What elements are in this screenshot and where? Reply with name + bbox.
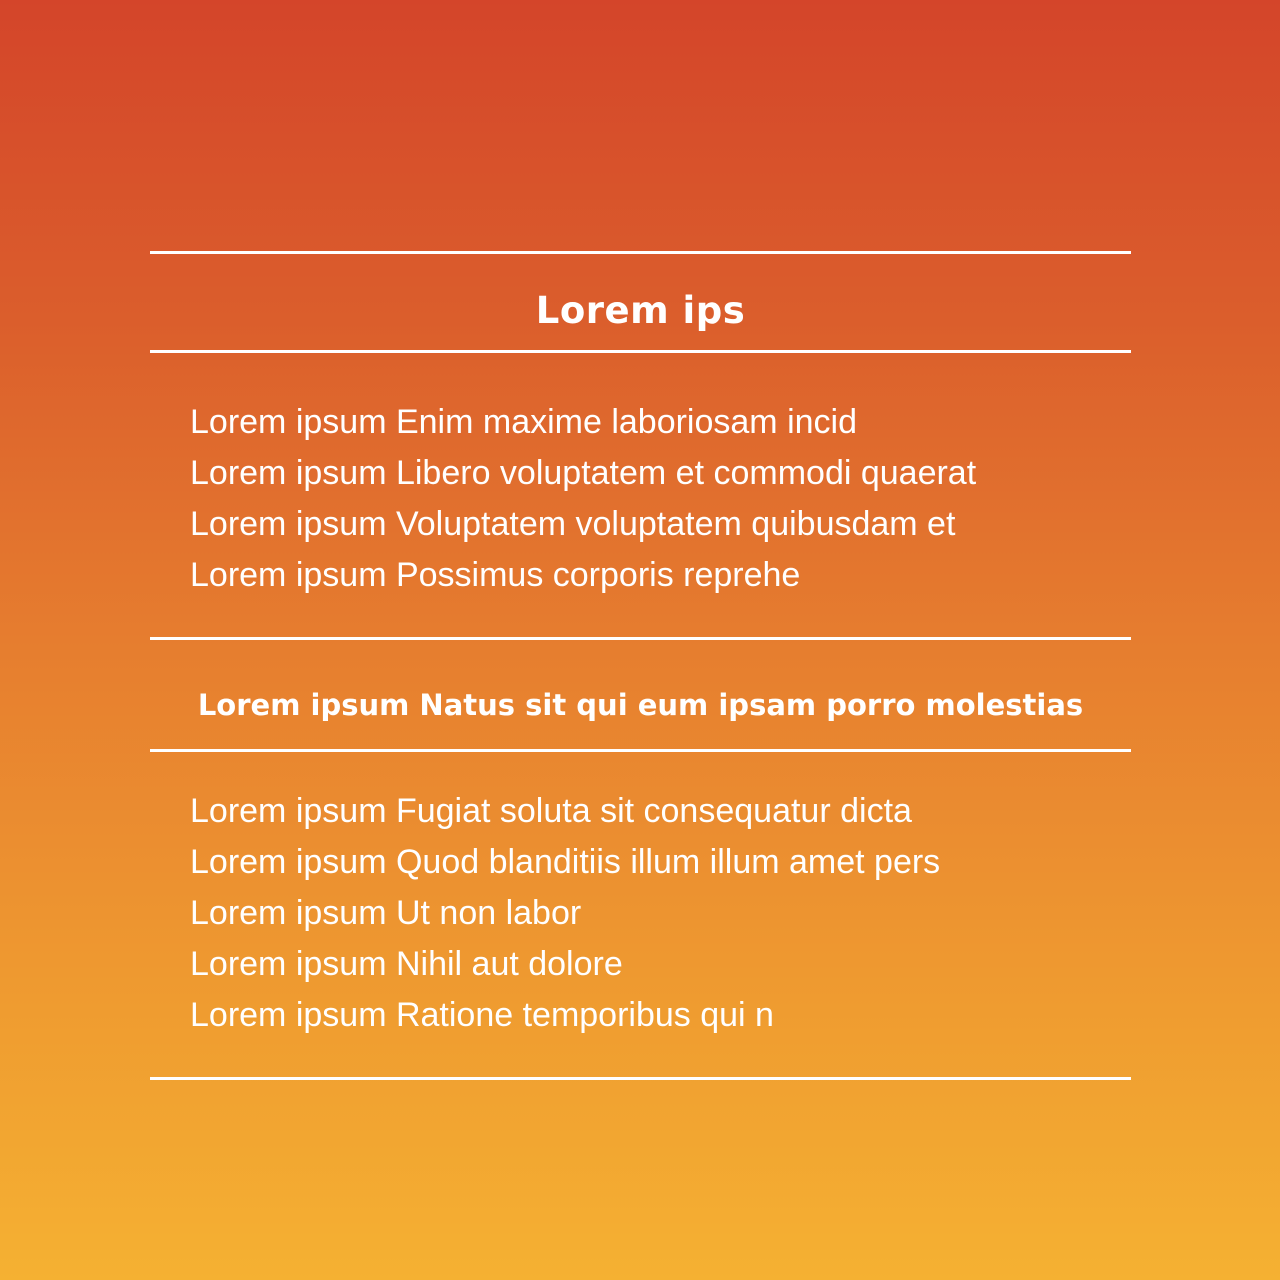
first-text-list xyxy=(190,397,1130,601)
section-divider xyxy=(150,637,1131,640)
top-divider xyxy=(150,251,1131,254)
second-text-list xyxy=(190,786,1130,1041)
subtitle-divider xyxy=(150,749,1131,752)
page-title: Lorem ips xyxy=(535,289,746,332)
list-item: Lorem ipsum Ut non labor xyxy=(190,894,582,932)
list-item: Lorem ipsum Libero voluptatem et commodi quaerat xyxy=(190,454,977,492)
list-item: Lorem ipsum Enim maxime laboriosam incid xyxy=(190,403,858,441)
title-divider xyxy=(150,350,1131,353)
list-item: Lorem ipsum Ratione temporibus qui n xyxy=(190,996,774,1034)
list-item: Lorem ipsum Nihil aut dolore xyxy=(190,945,623,983)
list-item: Lorem ipsum Fugiat soluta sit consequatur dicta xyxy=(190,792,912,830)
section-subtitle: Lorem ipsum Natus sit qui eum ipsam porro molestias xyxy=(197,688,1084,722)
bottom-divider xyxy=(150,1077,1131,1080)
list-item: Lorem ipsum Voluptatem voluptatem quibusdam et xyxy=(190,505,956,543)
list-item: Lorem ipsum Possimus corporis reprehe xyxy=(190,556,801,594)
list-item: Lorem ipsum Quod blanditiis illum illum amet pers xyxy=(190,843,941,881)
